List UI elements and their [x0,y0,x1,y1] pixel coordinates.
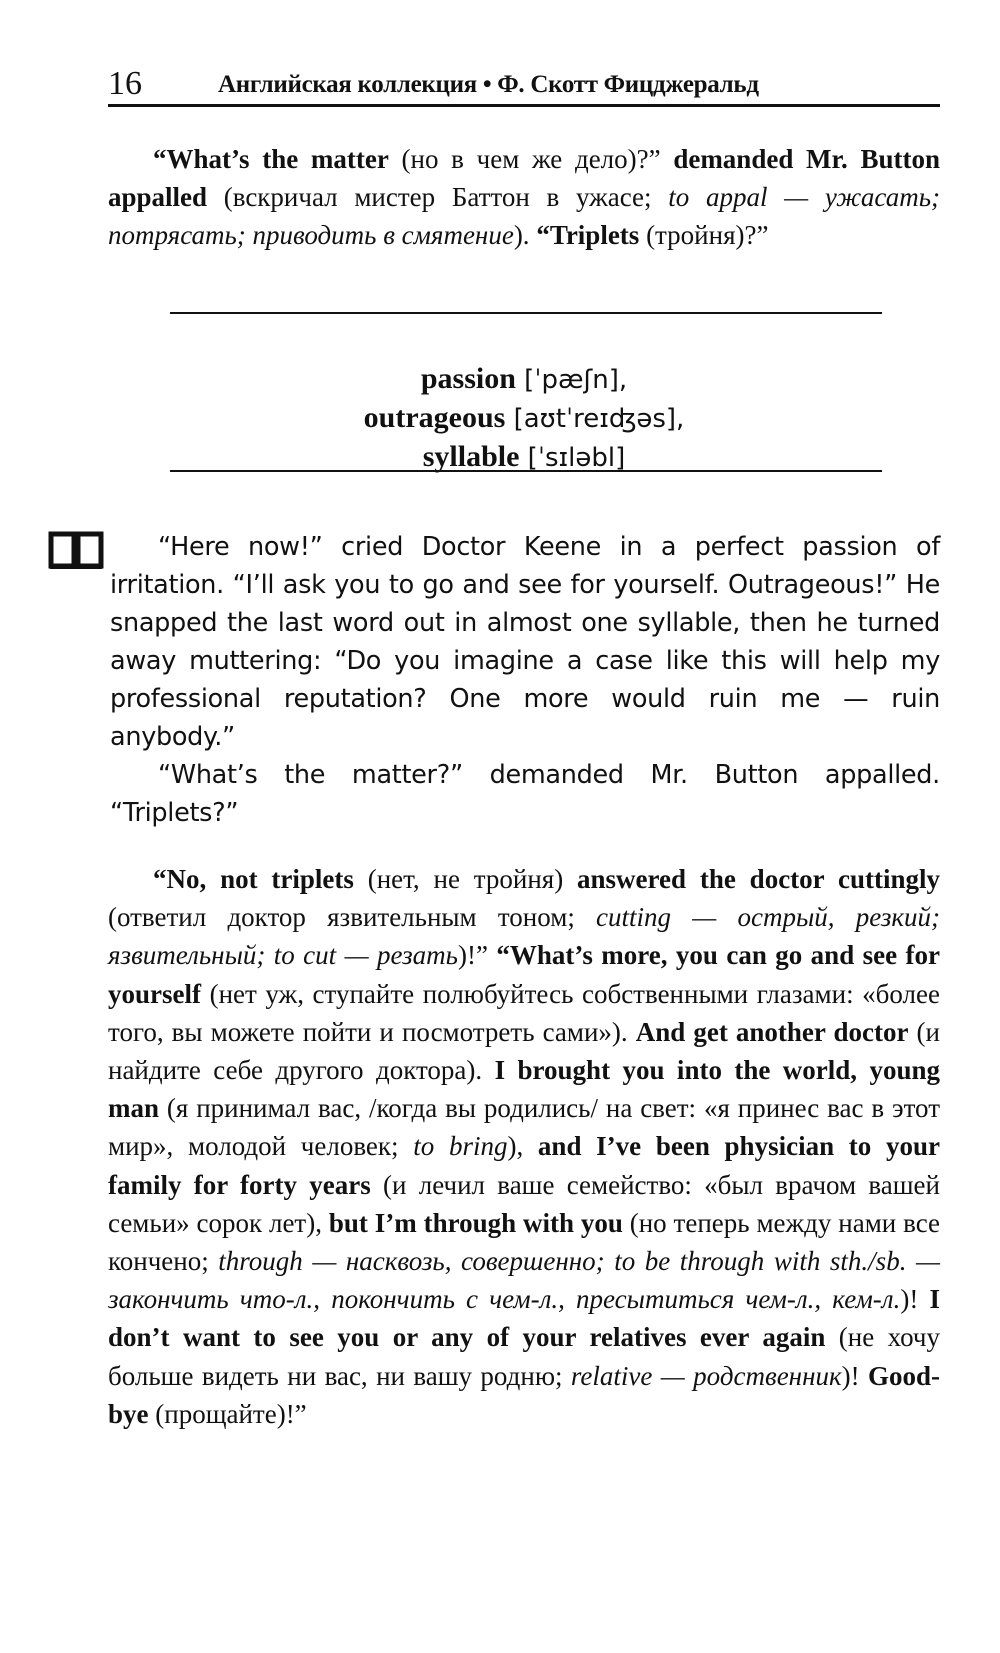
english-text: demanded Mr. Button appalled [108,144,940,213]
gloss-close: ), [507,1131,538,1162]
english-text: I don’t want to see you or any of your relatives ever again [108,1284,941,1353]
english-text: “Triplets [536,220,640,251]
english-text: but I’m through with you [328,1207,623,1238]
russian-translation: (нет уж, ступайте полюбуйтесь собственными глазами: «более того, вы можете пойти и посмотреть сами»). [108,978,940,1047]
russian-translation: (вскричал мистер Баттон в ужасе; [207,182,669,213]
vocab-transcription: [ˈpæʃn], [515,365,628,395]
gloss: to appal — ужасать; потрясать; приводить в смятение [108,182,940,251]
gloss: cutting — острый, резкий; язвительный; to cut — резать [108,902,940,971]
gloss: to bring [413,1131,508,1162]
russian-translation: (но в чем же дело)?” [388,144,674,174]
russian-translation: (не хочу больше видеть ни вас, ни вашу родню; [108,1322,941,1391]
running-title: Английская коллекция • Ф. Скотт Фицджеральд [218,71,759,98]
english-text: and I’ve been physician to your family for forty years [108,1131,940,1200]
russian-translation: (ответил доктор язвительным тоном; [108,902,597,933]
original-paragraph: “Here now!” cried Doctor Keene in a perfect passion of irritation. “I’ll ask you to go and see for yourself. Outrageous!” He snapped the last word out in almost one syllable, then he turned away muttering: “Do you imagine a case like this will help my professional reputation? One more would ruin me — ruin anybody.” [110,532,940,752]
russian-translation: (и лечил ваше семейство: «был врачом вашей семьи» сорок лет), [108,1169,940,1238]
english-text: answered the doctor cuttingly [577,864,940,894]
divider-top [170,312,882,314]
original-text [110,528,940,832]
vocab-entry [108,360,940,399]
vocab-transcription: [aʊtˈreɪʤəs], [505,404,685,434]
vocab-word: passion [420,362,516,395]
original-paragraph: “What’s the matter?” demanded Mr. Button appalled. “Triplets?” [110,760,940,828]
open-book-icon [48,530,104,570]
annotated-paragraph-1 [108,140,940,255]
russian-translation: (прощайте)!” [148,1398,307,1429]
gloss-close: )! [900,1284,930,1315]
russian-translation: (я принимал вас, /когда вы родились/ на свет: «я принес вас в этот мир», молодой человек; [108,1093,940,1162]
vocab-word: syllable [422,440,520,473]
vocab-entry [108,399,940,438]
russian-translation: (но теперь между нами все кончено; [108,1207,940,1277]
gloss: relative — родственник [570,1360,842,1391]
english-text: “What’s more, you can go and see for yourself [108,940,940,1009]
vocabulary-box [108,360,940,477]
annotated-paragraph-2 [108,860,940,1433]
english-text: “What’s the matter [153,144,389,174]
english-text: Good-bye [108,1360,940,1429]
english-text: And get another doctor [635,1016,909,1047]
page-number: 16 [108,65,142,102]
gloss-close: ). [513,220,537,251]
page-header [108,62,940,107]
divider-bottom [170,470,882,472]
russian-translation: (и найдите себе другого доктора). [108,1016,940,1086]
russian-translation: (нет, не тройня) [353,864,578,894]
russian-translation: (тройня)?” [639,220,769,251]
gloss-close: )!” [457,940,497,971]
vocab-word: outrageous [363,401,506,434]
gloss-close: )! [841,1360,868,1391]
vocab-transcription: [ˈsɪləbl] [519,443,626,473]
english-text: I brought you into the world, young man [108,1055,941,1124]
english-text: “No, not triplets [153,864,354,894]
gloss: through — насквозь, совершенно; to be through with sth./sb. — закончить что-л., покончить с чем-л., пресытиться чем-л., кем-л. [108,1246,940,1315]
